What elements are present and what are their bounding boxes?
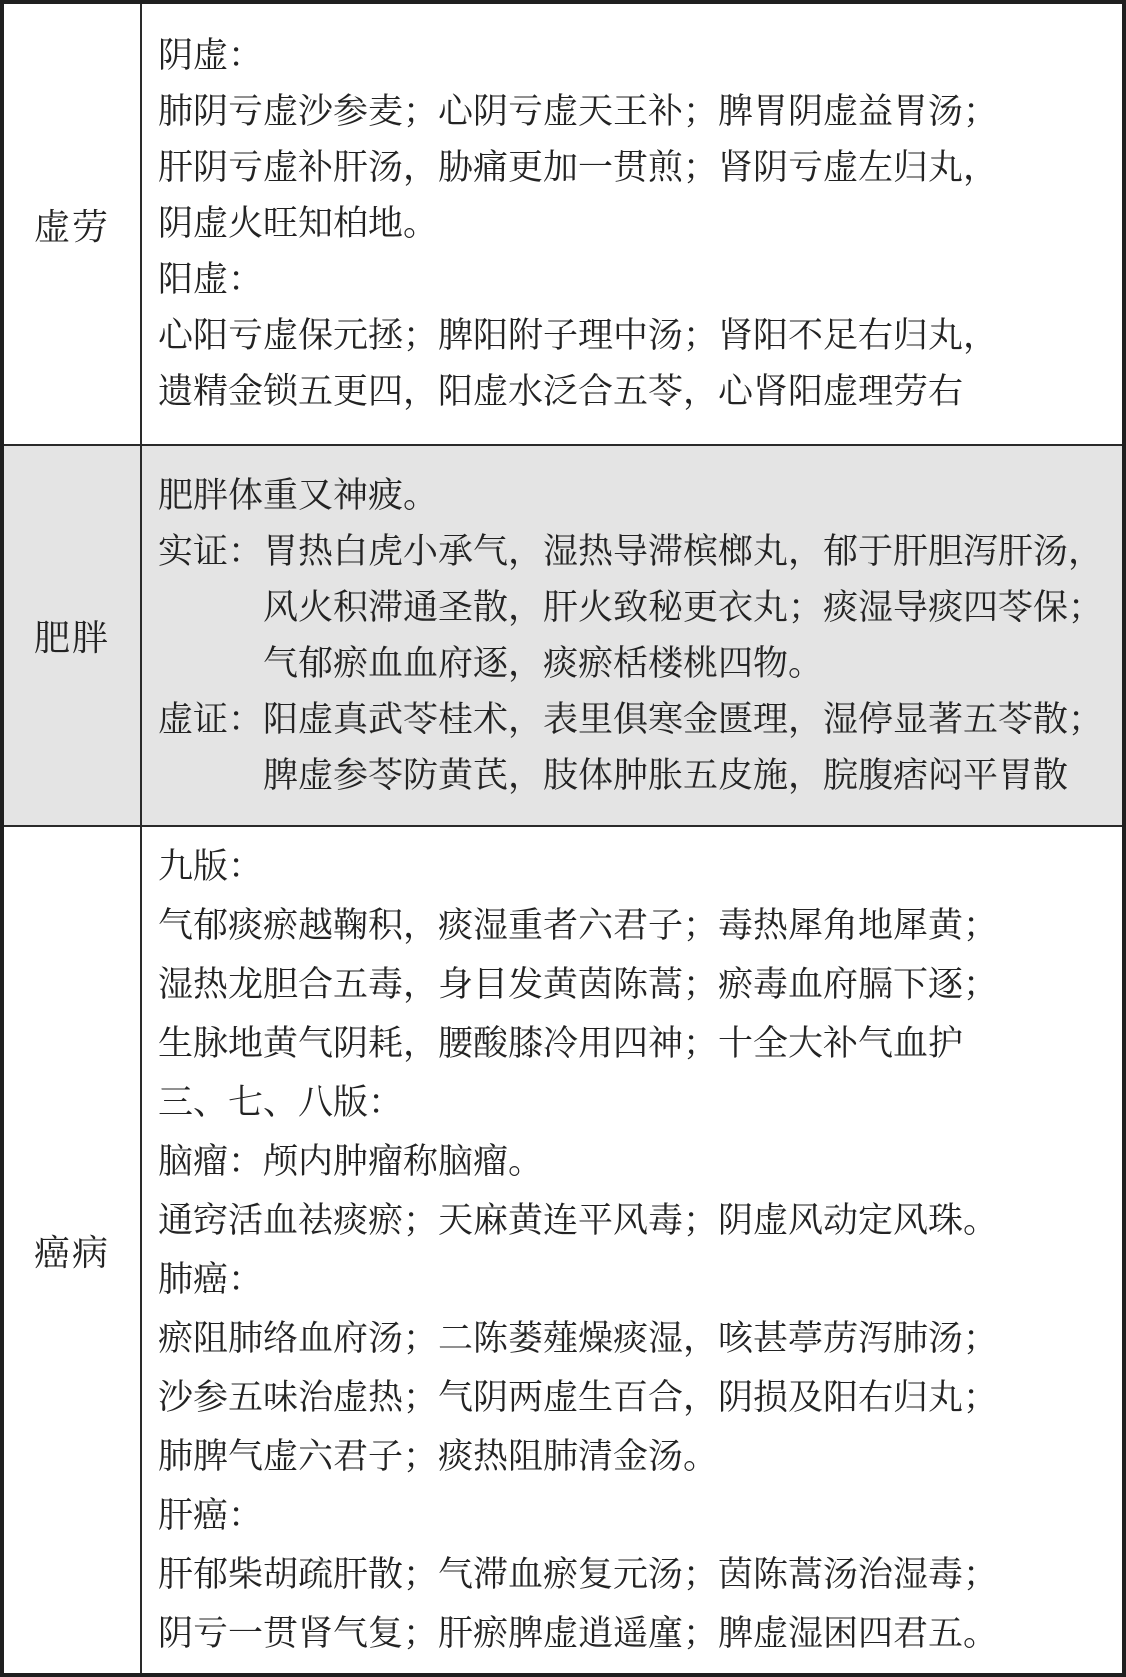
table-row <box>4 825 1122 1673</box>
text-line: 心阳亏虚保元拯；脾阳附子理中汤；肾阳不足右归丸， <box>158 316 999 355</box>
text-line: 肝阴亏虚补肝汤，胁痛更加一贯煎；肾阴亏虚左归丸， <box>158 148 999 187</box>
text-line: 实证：胃热白虎小承气，湿热导滞槟榔丸，郁于肝胆泻肝汤， <box>158 531 1104 571</box>
row-content <box>142 827 1122 1673</box>
text-line: 气郁瘀血血府逐，痰瘀栝楼桃四物。 <box>263 643 824 683</box>
text-line: 瘀阻肺络血府汤；二陈蒌薤燥痰湿，咳甚葶苈泻肺汤； <box>158 1319 999 1358</box>
text-line: 三、七、八版： <box>158 1083 404 1122</box>
text-line: 肝癌： <box>158 1496 264 1535</box>
text-line: 阴虚： <box>158 36 264 75</box>
text-line: 脾虚参苓防黄芪，肢体肿胀五皮施，脘腹痞闷平胃散 <box>263 755 1069 795</box>
text-line: 阴虚火旺知柏地。 <box>158 204 439 243</box>
text-line: 脑瘤：颅内肿瘤称脑瘤。 <box>158 1142 544 1181</box>
text-line: 九版： <box>158 847 264 886</box>
row-label: 癌病 <box>4 827 142 1673</box>
text-line: 阴亏一贯肾气复；肝瘀脾虚逍遥廑；脾虚湿困四君五。 <box>158 1614 999 1653</box>
text-line: 肺脾气虚六君子；痰热阻肺清金汤。 <box>158 1437 719 1476</box>
text-line: 湿热龙胆合五毒，身目发黄茵陈蒿；瘀毒血府膈下逐； <box>158 965 999 1004</box>
text-line: 肺阴亏虚沙参麦；心阴亏虚天王补；脾胃阴虚益胃汤； <box>158 92 999 131</box>
text-line: 生脉地黄气阴耗，腰酸膝冷用四神；十全大补气血护 <box>158 1024 964 1063</box>
row-label: 肥胖 <box>4 446 142 825</box>
text-line: 肺癌： <box>158 1260 264 1299</box>
text-line: 阳虚： <box>158 260 264 299</box>
text-line: 沙参五味治虚热；气阴两虚生百合，阴损及阳右归丸； <box>158 1378 999 1417</box>
text-line: 遗精金锁五更四，阳虚水泛合五苓，心肾阳虚理劳右 <box>158 372 964 411</box>
table-row <box>4 444 1122 825</box>
table-row <box>4 4 1122 444</box>
text-line: 风火积滞通圣散，肝火致秘更衣丸；痰湿导痰四苓保； <box>263 587 1104 627</box>
row-label: 虚劳 <box>4 4 142 444</box>
text-line: 虚证：阳虚真武苓桂术，表里俱寒金匮理，湿停显著五苓散； <box>158 699 1104 739</box>
text-line: 通窍活血祛痰瘀；天麻黄连平风毒；阴虚风动定风珠。 <box>158 1201 999 1240</box>
text-line: 肝郁柴胡疏肝散；气滞血瘀复元汤；茵陈蒿汤治湿毒； <box>158 1555 999 1594</box>
text-line: 肥胖体重又神疲。 <box>158 475 439 515</box>
row-content <box>142 4 1122 444</box>
text-line: 气郁痰瘀越鞠积，痰湿重者六君子；毒热犀角地犀黄； <box>158 906 999 945</box>
row-content <box>142 446 1122 825</box>
